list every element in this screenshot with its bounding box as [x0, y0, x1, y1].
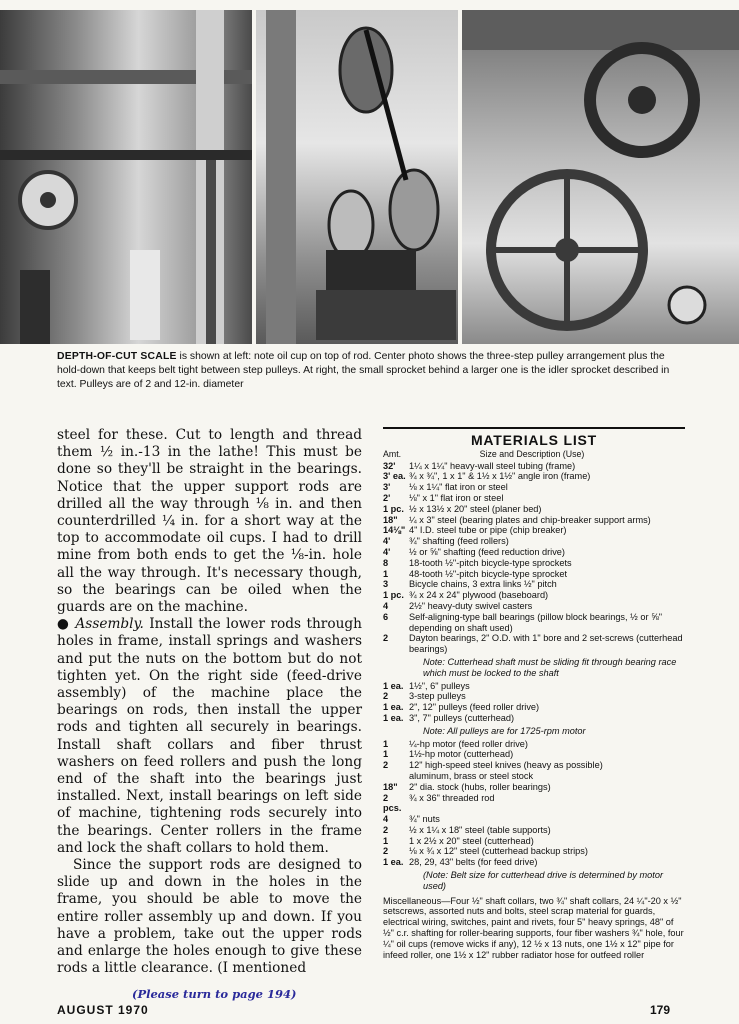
materials-amount: 1 ea. [383, 712, 404, 723]
materials-amount: 32' [383, 460, 396, 471]
materials-header [383, 449, 685, 460]
materials-row [383, 702, 685, 713]
body-paragraph: steel for these. Cut to length and thread them ½ in.-13 in the lathe! This must be done so they'll be straight in the bearings. Notice that the upper support rods are drilled all the way through ⅛ in. and then counterdrilled ¼ in. for a short way at the top to accommodate oil cups. I had to drill mine from both ends to get the ⅛-in. hole all the way through. It's necessary though, so the bearings can be oiled when the guards are on the machine. [57, 427, 362, 616]
materials-row [383, 825, 685, 836]
divider [383, 427, 685, 429]
materials-amount: 2 [383, 633, 389, 644]
materials-description: 18-tooth ½"-pitch bicycle-type sprockets [409, 557, 572, 568]
materials-description: 1 x 2½ x 20" steel (cutterhead) [409, 835, 534, 846]
materials-amount: 1 pc. [383, 590, 404, 601]
materials-description: 3-step pulleys [409, 691, 466, 702]
assembly-text: Install the lower rods through holes in frame, install springs and washers and put the nuts on the bottom but do not tighten yet. On the right side (feed-drive assembly) of the machine place the bearings on rods, then install the upper rods and tighten all securely in bearings. Install shaft collars and fiber thrust washers on feed rollers and push the long end of the shaft into the bearings just installed. Next, install bearings on left side of machine, tightening rods securely into the bearings. Center rollers in the frame and lock the shaft collars to hold them. [57, 616, 362, 856]
materials-description: 2", 12" pulleys (feed roller drive) [409, 702, 540, 713]
materials-row [383, 601, 685, 612]
materials-amount: 1 [383, 568, 389, 579]
materials-row [383, 691, 685, 702]
materials-amount: 1 [383, 738, 389, 749]
materials-title: MATERIALS LIST [470, 432, 598, 448]
materials-amount: 8 [383, 557, 389, 568]
materials-row [383, 579, 685, 590]
materials-amount: 1 [383, 749, 389, 760]
page-number: 179 [650, 1003, 671, 1017]
materials-description: ¾" shafting (feed rollers) [409, 536, 509, 547]
materials-description: aluminum, brass or steel stock [409, 770, 534, 781]
continued-link[interactable]: (Please turn to page 194) [132, 987, 297, 1001]
materials-amount: 1 ea. [383, 702, 404, 713]
materials-amount: 2' [383, 492, 391, 503]
materials-description: 1½", 6" pulleys [409, 680, 470, 691]
photo-strip [0, 10, 739, 344]
materials-amount: 2 [383, 691, 389, 702]
materials-row [383, 612, 685, 634]
bullet-icon: ● [57, 616, 70, 633]
materials-amount: 2 [383, 760, 389, 771]
materials-amount: 3' ea. [383, 471, 406, 482]
materials-note: Note: Cutterhead shaft must be sliding fit through bearing race which must be locked to the shaft [423, 656, 677, 678]
materials-description: ¼ x 3" steel (bearing plates and chip-breaker support arms) [409, 514, 651, 525]
materials-description: ¾" nuts [409, 814, 440, 825]
materials-description: ¾ x 36" threaded rod [409, 792, 495, 803]
materials-amount: 2 [383, 846, 389, 857]
materials-note: (Note: Belt size for cutterhead drive is determined by motor used) [423, 870, 664, 891]
materials-row [383, 633, 685, 655]
materials-description: Bicycle chains, 3 extra links ½" pitch [409, 579, 557, 590]
materials-note: Note: All pulleys are for 1725-rpm motor [423, 725, 586, 736]
materials-description: ¼-hp motor (feed roller drive) [409, 738, 528, 749]
materials-description: 12" high-speed steel knives (heavy as possible) [409, 760, 603, 771]
materials-description: ½ x 13½ x 20" steel (planer bed) [409, 503, 542, 514]
caption-text: is shown at left: note oil cup on top of rod. Center photo shows the three-step pulley arrangement plus the hold-down that keeps belt tight between step pulleys. At right, the small sprocket behind a larger one is the idler sprocket described in text. Pulleys are of 2 and 12-in. diameter [57, 351, 670, 390]
caption-lead: DEPTH-OF-CUT SCALE [57, 351, 177, 362]
materials-row [383, 493, 685, 504]
materials-amount: 2 [383, 824, 389, 835]
col-amt: Amt. [383, 448, 402, 459]
materials-row [383, 558, 685, 569]
materials-row [383, 515, 685, 526]
materials-amount: 4 [383, 814, 389, 825]
photo-depth-scale [0, 10, 252, 344]
materials-row [383, 482, 685, 493]
materials-description: Self-aligning-type ball bearings (pillow block bearings, ½ or ⅝" depending on shaft used) [409, 611, 662, 633]
materials-row [383, 771, 685, 782]
materials-amount: 4' [383, 546, 391, 557]
materials-description: ¾ x ¾", 1 x 1" & 1½ x 1½" angle iron (frame) [409, 471, 591, 482]
materials-row [383, 713, 685, 724]
materials-description: ⅛ x ¾ x 12" steel (cutterhead backup strips) [409, 846, 588, 857]
materials-description: ½ x 1¼ x 18" steel (table supports) [409, 824, 551, 835]
materials-amount: 18" [383, 781, 398, 792]
body-paragraph-assembly [57, 616, 362, 857]
materials-row [383, 471, 685, 482]
materials-row [383, 857, 685, 868]
materials-amount: 3 [383, 579, 389, 590]
materials-description: Dayton bearings, 2" O.D. with 1" bore and 2 set-screws (cutterhead bearings) [409, 633, 683, 655]
materials-row [383, 793, 685, 815]
materials-amount: 1 [383, 835, 389, 846]
materials-amount: 3' [383, 482, 391, 493]
materials-row [383, 590, 685, 601]
materials-amount [383, 771, 409, 782]
materials-row [383, 749, 685, 760]
materials-row [383, 461, 685, 472]
photo-sprockets [462, 10, 739, 344]
materials-row [383, 782, 685, 793]
article-body [57, 427, 362, 978]
materials-description: 28, 29, 43" belts (for feed drive) [409, 857, 538, 868]
materials-row [383, 836, 685, 847]
materials-amount: 1 ea. [383, 857, 404, 868]
materials-amount: 4 [383, 600, 389, 611]
materials-description: ¾ x 24 x 24" plywood (baseboard) [409, 590, 549, 601]
materials-row [383, 504, 685, 515]
materials-row [383, 846, 685, 857]
materials-amount: 1 pc. [383, 503, 404, 514]
materials-amount: 18" [383, 514, 398, 525]
materials-description: ½ or ⅝" shafting (feed reduction drive) [409, 546, 565, 557]
materials-row [383, 739, 685, 750]
materials-amount: 2 pcs. [383, 792, 402, 814]
materials-amount: 14⅛" [383, 525, 406, 536]
issue-date: AUGUST 1970 [57, 1003, 149, 1017]
materials-amount: 1 ea. [383, 680, 404, 691]
materials-row [383, 681, 685, 692]
photo-caption [57, 350, 689, 392]
materials-description: 1½-hp motor (cutterhead) [409, 749, 514, 760]
materials-description: 48-tooth ½"-pitch bicycle-type sprocket [409, 568, 567, 579]
materials-row [383, 760, 685, 771]
materials-description: 1¼ x 1¼" heavy-wall steel tubing (frame) [409, 460, 576, 471]
materials-amount: 4' [383, 536, 391, 547]
materials-row [383, 814, 685, 825]
col-desc: Size and Description (Use) [479, 448, 585, 459]
materials-list [383, 427, 685, 960]
materials-description: 2½" heavy-duty swivel casters [409, 600, 533, 611]
materials-description: 4" I.D. steel tube or pipe (chip breaker) [409, 525, 567, 536]
materials-description: 3", 7" pulleys (cutterhead) [409, 712, 515, 723]
materials-amount: 6 [383, 611, 389, 622]
photo-step-pulley [256, 10, 458, 344]
materials-description: 2" dia. stock (hubs, roller bearings) [409, 781, 551, 792]
materials-description: ⅛" x 1" flat iron or steel [409, 492, 504, 503]
body-paragraph: Since the support rods are designed to slide up and down in the holes in the frame, you should be able to move the entire roller assembly up and down. If you have a problem, take out the upper rods and enlarge the holes enough to give these rods a little clearance. (I mentioned [57, 857, 362, 977]
materials-row [383, 536, 685, 547]
materials-misc: Miscellaneous—Four ½" shaft collars, two ¾" shaft collars, 24 ¼"-20 x ½" setscrews, assorted nuts and bolts, steel scrap material for guards, electrical wiring, switches, paint and rivets, four 5" heavy springs, 48" of ½" c.r. shafting for roller-bearing supports, four fiber washers ¾" hole, four ¼" oil cups (remove wicks if any), 12 ½ x 13 nuts, one 1½ x 12" pipe for infeed roller, one 1½ x 12" rubber radiator hose for outfeed roller [383, 895, 684, 960]
materials-row [383, 569, 685, 580]
materials-row [383, 525, 685, 536]
materials-description: ⅛ x 1¼" flat iron or steel [409, 482, 508, 493]
assembly-heading: Assembly. [75, 616, 144, 633]
materials-row [383, 547, 685, 558]
